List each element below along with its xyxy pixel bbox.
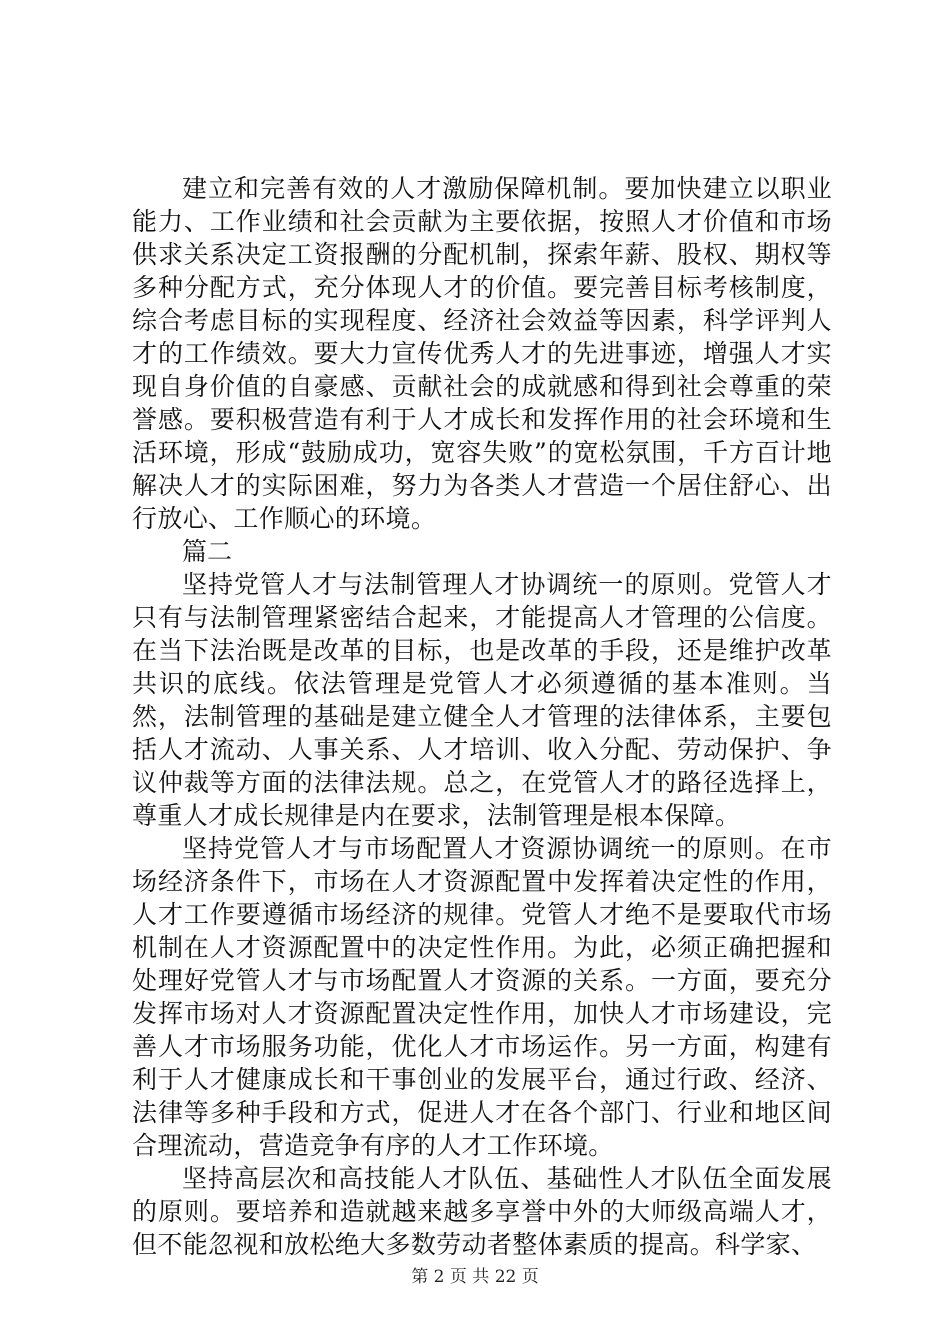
paragraph-market-allocation: 坚持党管人才与市场配置人才资源协调统一的原则。在市场经济条件下，市场在人才资源配置中发挥着决定性的作用，人才工作要遵循市场经济的规律。党管人才绝不是要取代市场机制在人才资源配置中的决定性作用。为此，必须正确把握和处理好党管人才与市场配置人才资源的关系。一方面，要充分发挥市场对人才资源配置决定性作用，加快人才市场建设，完善人才市场服务功能，优化人才市场运作。另一方面，构建有利于人才健康成长和干事创业的发展平台，通过行政、经济、法律等多种手段和方式，促进人才在各个部门、行业和地区间合理流动，营造竞争有序的人才工作环境。 xyxy=(132,834,832,1160)
paragraph-legal-management: 坚持党管人才与法制管理人才协调统一的原则。党管人才只有与法制管理紧密结合起来，才能提高人才管理的公信度。在当下法治既是改革的目标，也是改革的手段，还是维护改革共识的底线。依法管理是党管人才必须遵循的基本准则。当然，法制管理的基础是建立健全人才管理的法律体系，主要包括人才流动、人事关系、人才培训、收入分配、劳动保护、争议仲裁等方面的法律法规。总之，在党管人才的路径选择上，尊重人才成长规律是内在要求，法制管理是根本保障。 xyxy=(132,570,832,830)
paragraph-incentive-mechanism: 建立和完善有效的人才激励保障机制。要加快建立以职业能力、工作业绩和社会贡献为主要依据，按照人才价值和市场供求关系决定工资报酬的分配机制，探索年薪、股权、期权等多种分配方式，充分体现人才的价值。要完善目标考核制度，综合考虑目标的实现程度、经济社会效益等因素，科学评判人才的工作绩效。要大力宣传优秀人才的先进事迹，增强人才实现自身价值的自豪感、贡献社会的成就感和得到社会尊重的荣誉感。要积极营造有利于人才成长和发挥作用的社会环境和生活环境，形成“鼓励成功，宽容失败”的宽松氛围，千方百计地解决人才的实际困难，努力为各类人才营造一个居住舒心、出行放心、工作顺心的环境。 xyxy=(132,174,832,533)
document-body xyxy=(132,172,832,1261)
paragraph-talent-development: 坚持高层次和高技能人才队伍、基础性人才队伍全面发展的原则。要培养和造就越来越多享誉中外的大师级高端人才，但不能忽视和放松绝大多数劳动者整体素质的提高。科学家、 xyxy=(132,1164,832,1259)
section-heading: 篇二 xyxy=(182,537,233,566)
page-footer: 第 2 页 共 22 页 xyxy=(411,1267,539,1287)
